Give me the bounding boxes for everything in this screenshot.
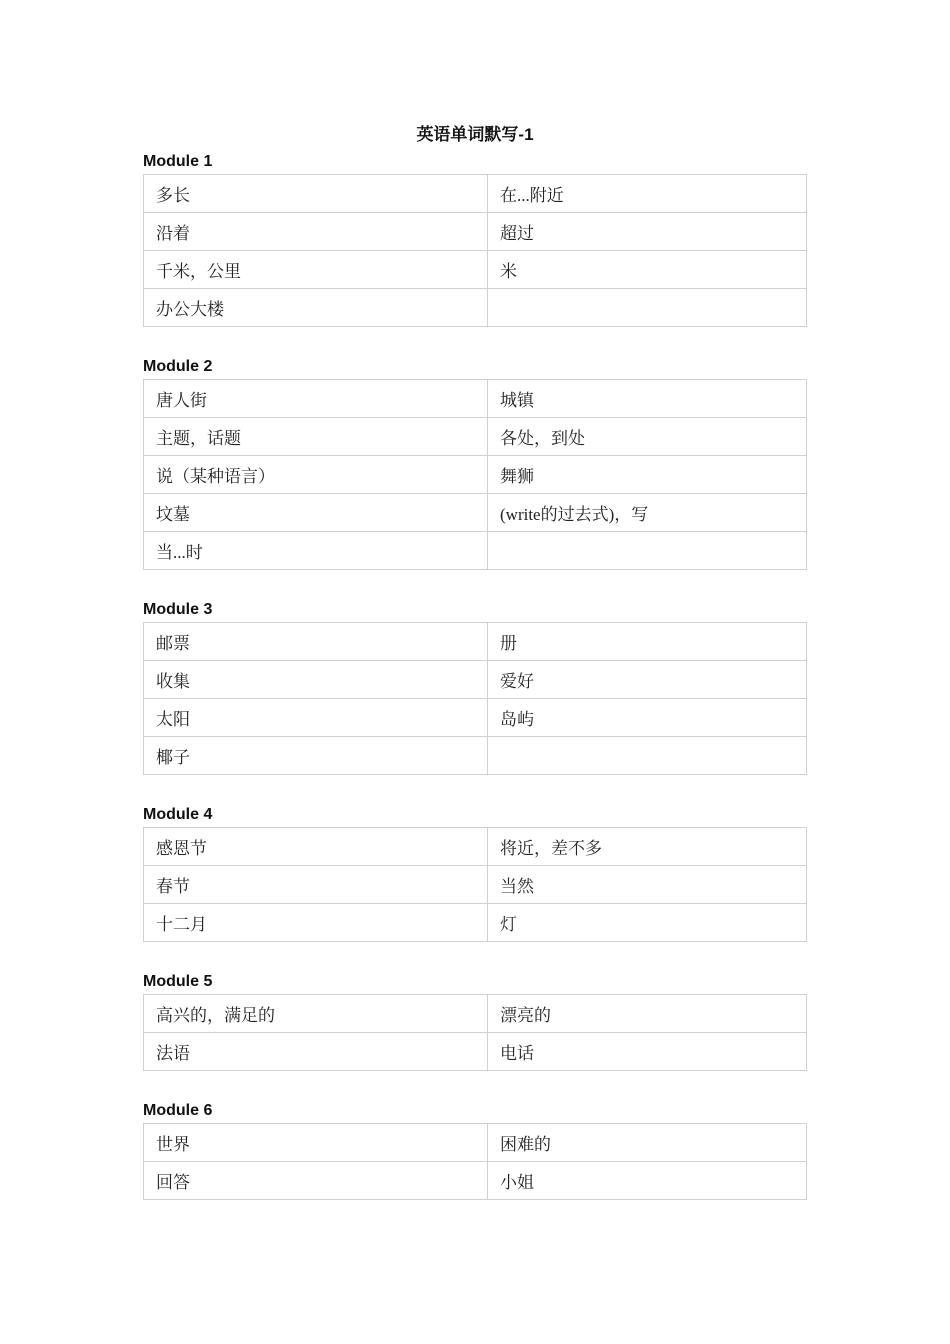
vocab-cell-left: 春节 (144, 866, 488, 904)
module-title: Module 1 (143, 153, 213, 170)
vocab-cell-right: (write的过去式)，写 (488, 494, 807, 532)
table-row (144, 828, 807, 866)
table-row (144, 456, 807, 494)
table-row (144, 904, 807, 942)
table-row (144, 418, 807, 456)
vocab-cell-right: 当然 (488, 866, 807, 904)
table-row (144, 1162, 807, 1200)
module-title: Module 4 (143, 806, 213, 823)
vocab-cell-right: 城镇 (488, 380, 807, 418)
table-row (144, 699, 807, 737)
vocab-cell-left: 十二月 (144, 904, 488, 942)
vocab-cell-right: 将近，差不多 (488, 828, 807, 866)
vocab-cell-left: 沿着 (144, 213, 488, 251)
module-section (143, 598, 807, 775)
table-row (144, 213, 807, 251)
vocab-cell-left: 回答 (144, 1162, 488, 1200)
module-section (143, 970, 807, 1071)
vocab-cell-left: 坟墓 (144, 494, 488, 532)
module-section (143, 150, 807, 327)
vocab-cell-right: 超过 (488, 213, 807, 251)
vocab-cell-left: 主题，话题 (144, 418, 488, 456)
vocab-table (143, 174, 807, 327)
table-row (144, 380, 807, 418)
vocab-cell-right: 册 (488, 623, 807, 661)
module-title: Module 2 (143, 358, 213, 375)
table-row (144, 175, 807, 213)
vocab-cell-right: 岛屿 (488, 699, 807, 737)
vocab-cell-right: 在...附近 (488, 175, 807, 213)
table-row (144, 251, 807, 289)
table-row (144, 737, 807, 775)
vocab-cell-left: 说（某种语言） (144, 456, 488, 494)
module-title: Module 3 (143, 601, 213, 618)
vocab-table (143, 1123, 807, 1200)
module-section (143, 355, 807, 570)
table-row (144, 623, 807, 661)
table-row (144, 289, 807, 327)
vocab-cell-right: 漂亮的 (488, 995, 807, 1033)
vocab-cell-right: 小姐 (488, 1162, 807, 1200)
module-title: Module 5 (143, 973, 213, 990)
vocab-cell-left: 太阳 (144, 699, 488, 737)
vocab-cell-right (488, 532, 807, 570)
table-row (144, 494, 807, 532)
document-title: 英语单词默写-1 (416, 125, 534, 144)
vocab-cell-left: 千米，公里 (144, 251, 488, 289)
vocab-cell-right: 舞狮 (488, 456, 807, 494)
vocab-cell-left: 椰子 (144, 737, 488, 775)
vocab-cell-left: 当...时 (144, 532, 488, 570)
module-section (143, 1099, 807, 1200)
vocab-cell-left: 收集 (144, 661, 488, 699)
table-row (144, 661, 807, 699)
modules-container (143, 150, 807, 1200)
table-row (144, 866, 807, 904)
table-row (144, 995, 807, 1033)
vocab-cell-left: 世界 (144, 1124, 488, 1162)
vocab-cell-left: 多长 (144, 175, 488, 213)
vocab-table (143, 379, 807, 570)
table-row (144, 532, 807, 570)
vocab-cell-right: 灯 (488, 904, 807, 942)
module-title: Module 6 (143, 1102, 213, 1119)
vocab-cell-right (488, 737, 807, 775)
vocab-table (143, 827, 807, 942)
vocab-cell-right (488, 289, 807, 327)
vocab-cell-left: 法语 (144, 1033, 488, 1071)
vocab-table (143, 622, 807, 775)
vocab-cell-right: 电话 (488, 1033, 807, 1071)
vocab-cell-left: 高兴的，满足的 (144, 995, 488, 1033)
vocab-cell-left: 感恩节 (144, 828, 488, 866)
vocab-cell-right: 米 (488, 251, 807, 289)
table-row (144, 1124, 807, 1162)
module-section (143, 803, 807, 942)
vocab-cell-right: 困难的 (488, 1124, 807, 1162)
document-page (143, 124, 807, 1228)
vocab-table (143, 994, 807, 1071)
vocab-cell-left: 唐人街 (144, 380, 488, 418)
vocab-cell-right: 爱好 (488, 661, 807, 699)
vocab-cell-left: 办公大楼 (144, 289, 488, 327)
vocab-cell-left: 邮票 (144, 623, 488, 661)
vocab-cell-right: 各处，到处 (488, 418, 807, 456)
table-row (144, 1033, 807, 1071)
